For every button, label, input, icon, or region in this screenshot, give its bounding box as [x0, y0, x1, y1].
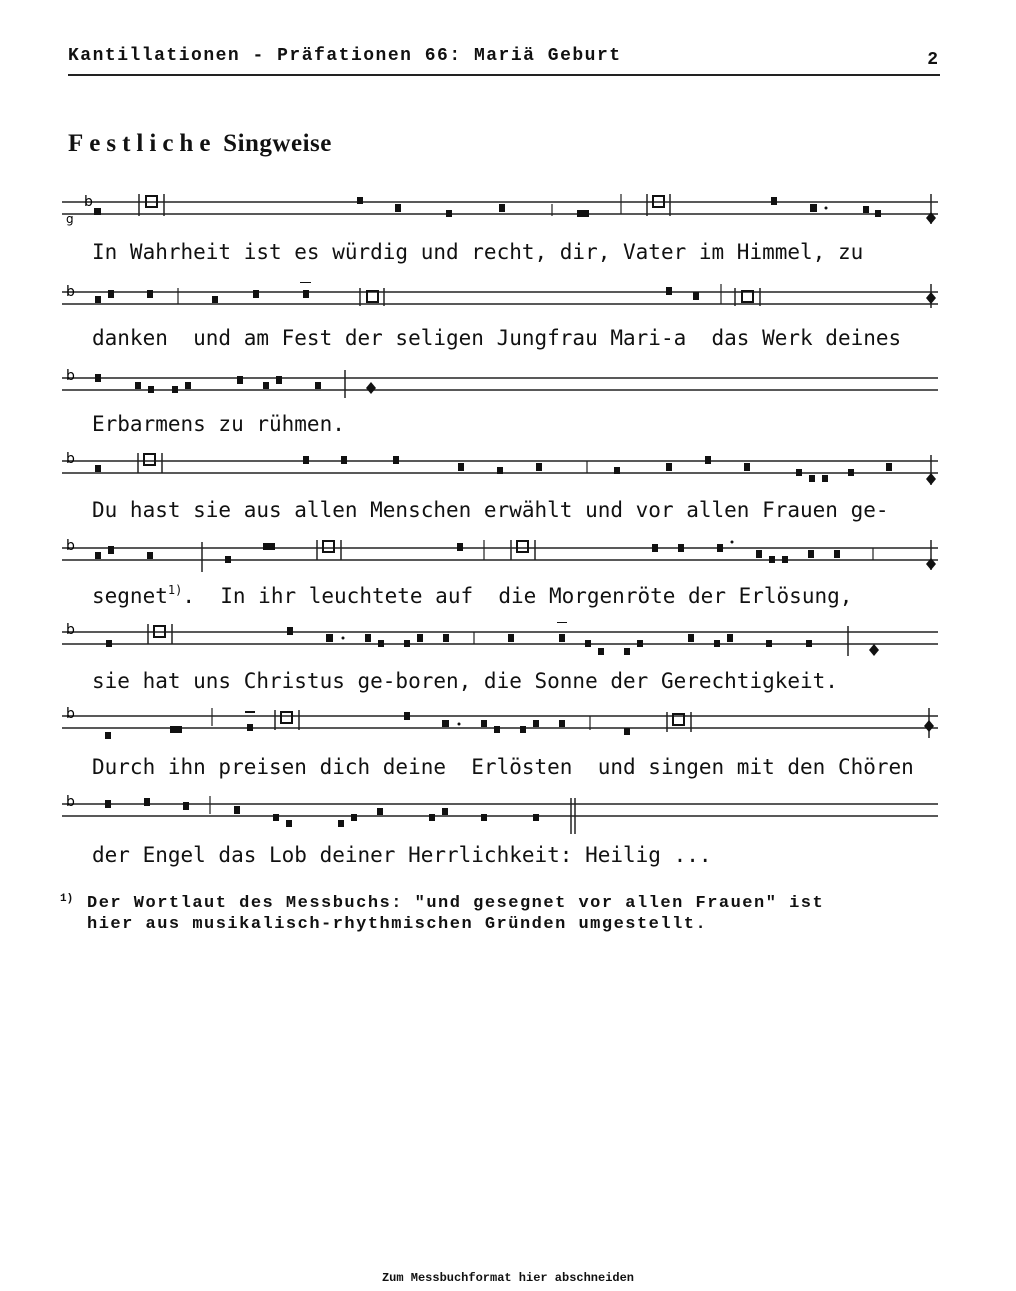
- section-title: [68, 130, 332, 158]
- lyric-line-3: Erbarmens zu rühmen.: [92, 412, 345, 436]
- lyric-line-5: [92, 583, 852, 608]
- staff-2: [62, 282, 938, 308]
- page-number: 2: [927, 50, 938, 70]
- flat-clef-8: b: [66, 794, 75, 810]
- lyric-line-6: sie hat uns Christus ge-boren, die Sonne der Gerechtigkeit.: [92, 669, 838, 693]
- footnote-line-2: hier aus musikalisch-rhythmischen Gründen umgestellt.: [87, 915, 708, 934]
- lyric-line-5-rest: . In ihr leuchtete auf die Morgenröte der Erlösung,: [182, 584, 853, 608]
- flat-clef-5: b: [66, 538, 75, 554]
- section-title-spaced: Festliche: [68, 130, 217, 157]
- flat-clef-4: b: [66, 451, 75, 467]
- staff-2-notation: [62, 282, 938, 316]
- staff-3: [62, 368, 938, 394]
- staff-6: [62, 622, 938, 648]
- flat-clef-7: b: [66, 706, 75, 722]
- lyric-segnet: segnet: [92, 584, 168, 608]
- header-title: Kantillationen - Präfationen 66: Mariä Geburt: [68, 46, 622, 66]
- staff-4-notation: [62, 451, 938, 485]
- section-title-rest: Singweise: [223, 130, 332, 157]
- flat-clef-2: b: [66, 284, 75, 300]
- staff-6-notation: [62, 622, 938, 656]
- flat-clef: b: [84, 194, 93, 210]
- staff-1: [62, 192, 938, 226]
- lyric-line-7: Durch ihn preisen dich deine Erlösten und singen mit den Chören: [92, 755, 914, 779]
- staff-4: [62, 451, 938, 477]
- flat-clef-6: b: [66, 622, 75, 638]
- lyric-line-8: der Engel das Lob deiner Herrlichkeit: Heilig ...: [92, 843, 712, 867]
- staff-7-notation: [62, 706, 938, 742]
- page-header: [68, 44, 940, 76]
- staff-8-notation: [62, 794, 938, 834]
- staff-7: [62, 706, 938, 732]
- staff-5-notation: [62, 538, 938, 572]
- staff-1-notation: [62, 192, 938, 226]
- lyric-line-4: Du hast sie aus allen Menschen erwählt und vor allen Frauen ge-: [92, 498, 889, 522]
- g-clef: g: [66, 212, 74, 226]
- lyric-line-2: danken und am Fest der seligen Jungfrau Mari-a das Werk deines: [92, 326, 902, 350]
- footnote-text: [87, 893, 824, 935]
- lyric-line-1: In Wahrheit ist es würdig und recht, dir, Vater im Himmel, zu: [92, 240, 864, 264]
- staff-5: [62, 538, 938, 564]
- staff-3-notation: [62, 368, 938, 402]
- footnote-marker: 1): [60, 893, 74, 905]
- footnote-ref: 1): [167, 583, 183, 597]
- staff-8: [62, 794, 938, 820]
- flat-clef-3: b: [66, 368, 75, 384]
- cut-note: Zum Messbuchformat hier abschneiden: [381, 1271, 635, 1285]
- footnote-line-1: Der Wortlaut des Messbuchs: "und gesegnet vor allen Frauen" ist: [87, 894, 825, 913]
